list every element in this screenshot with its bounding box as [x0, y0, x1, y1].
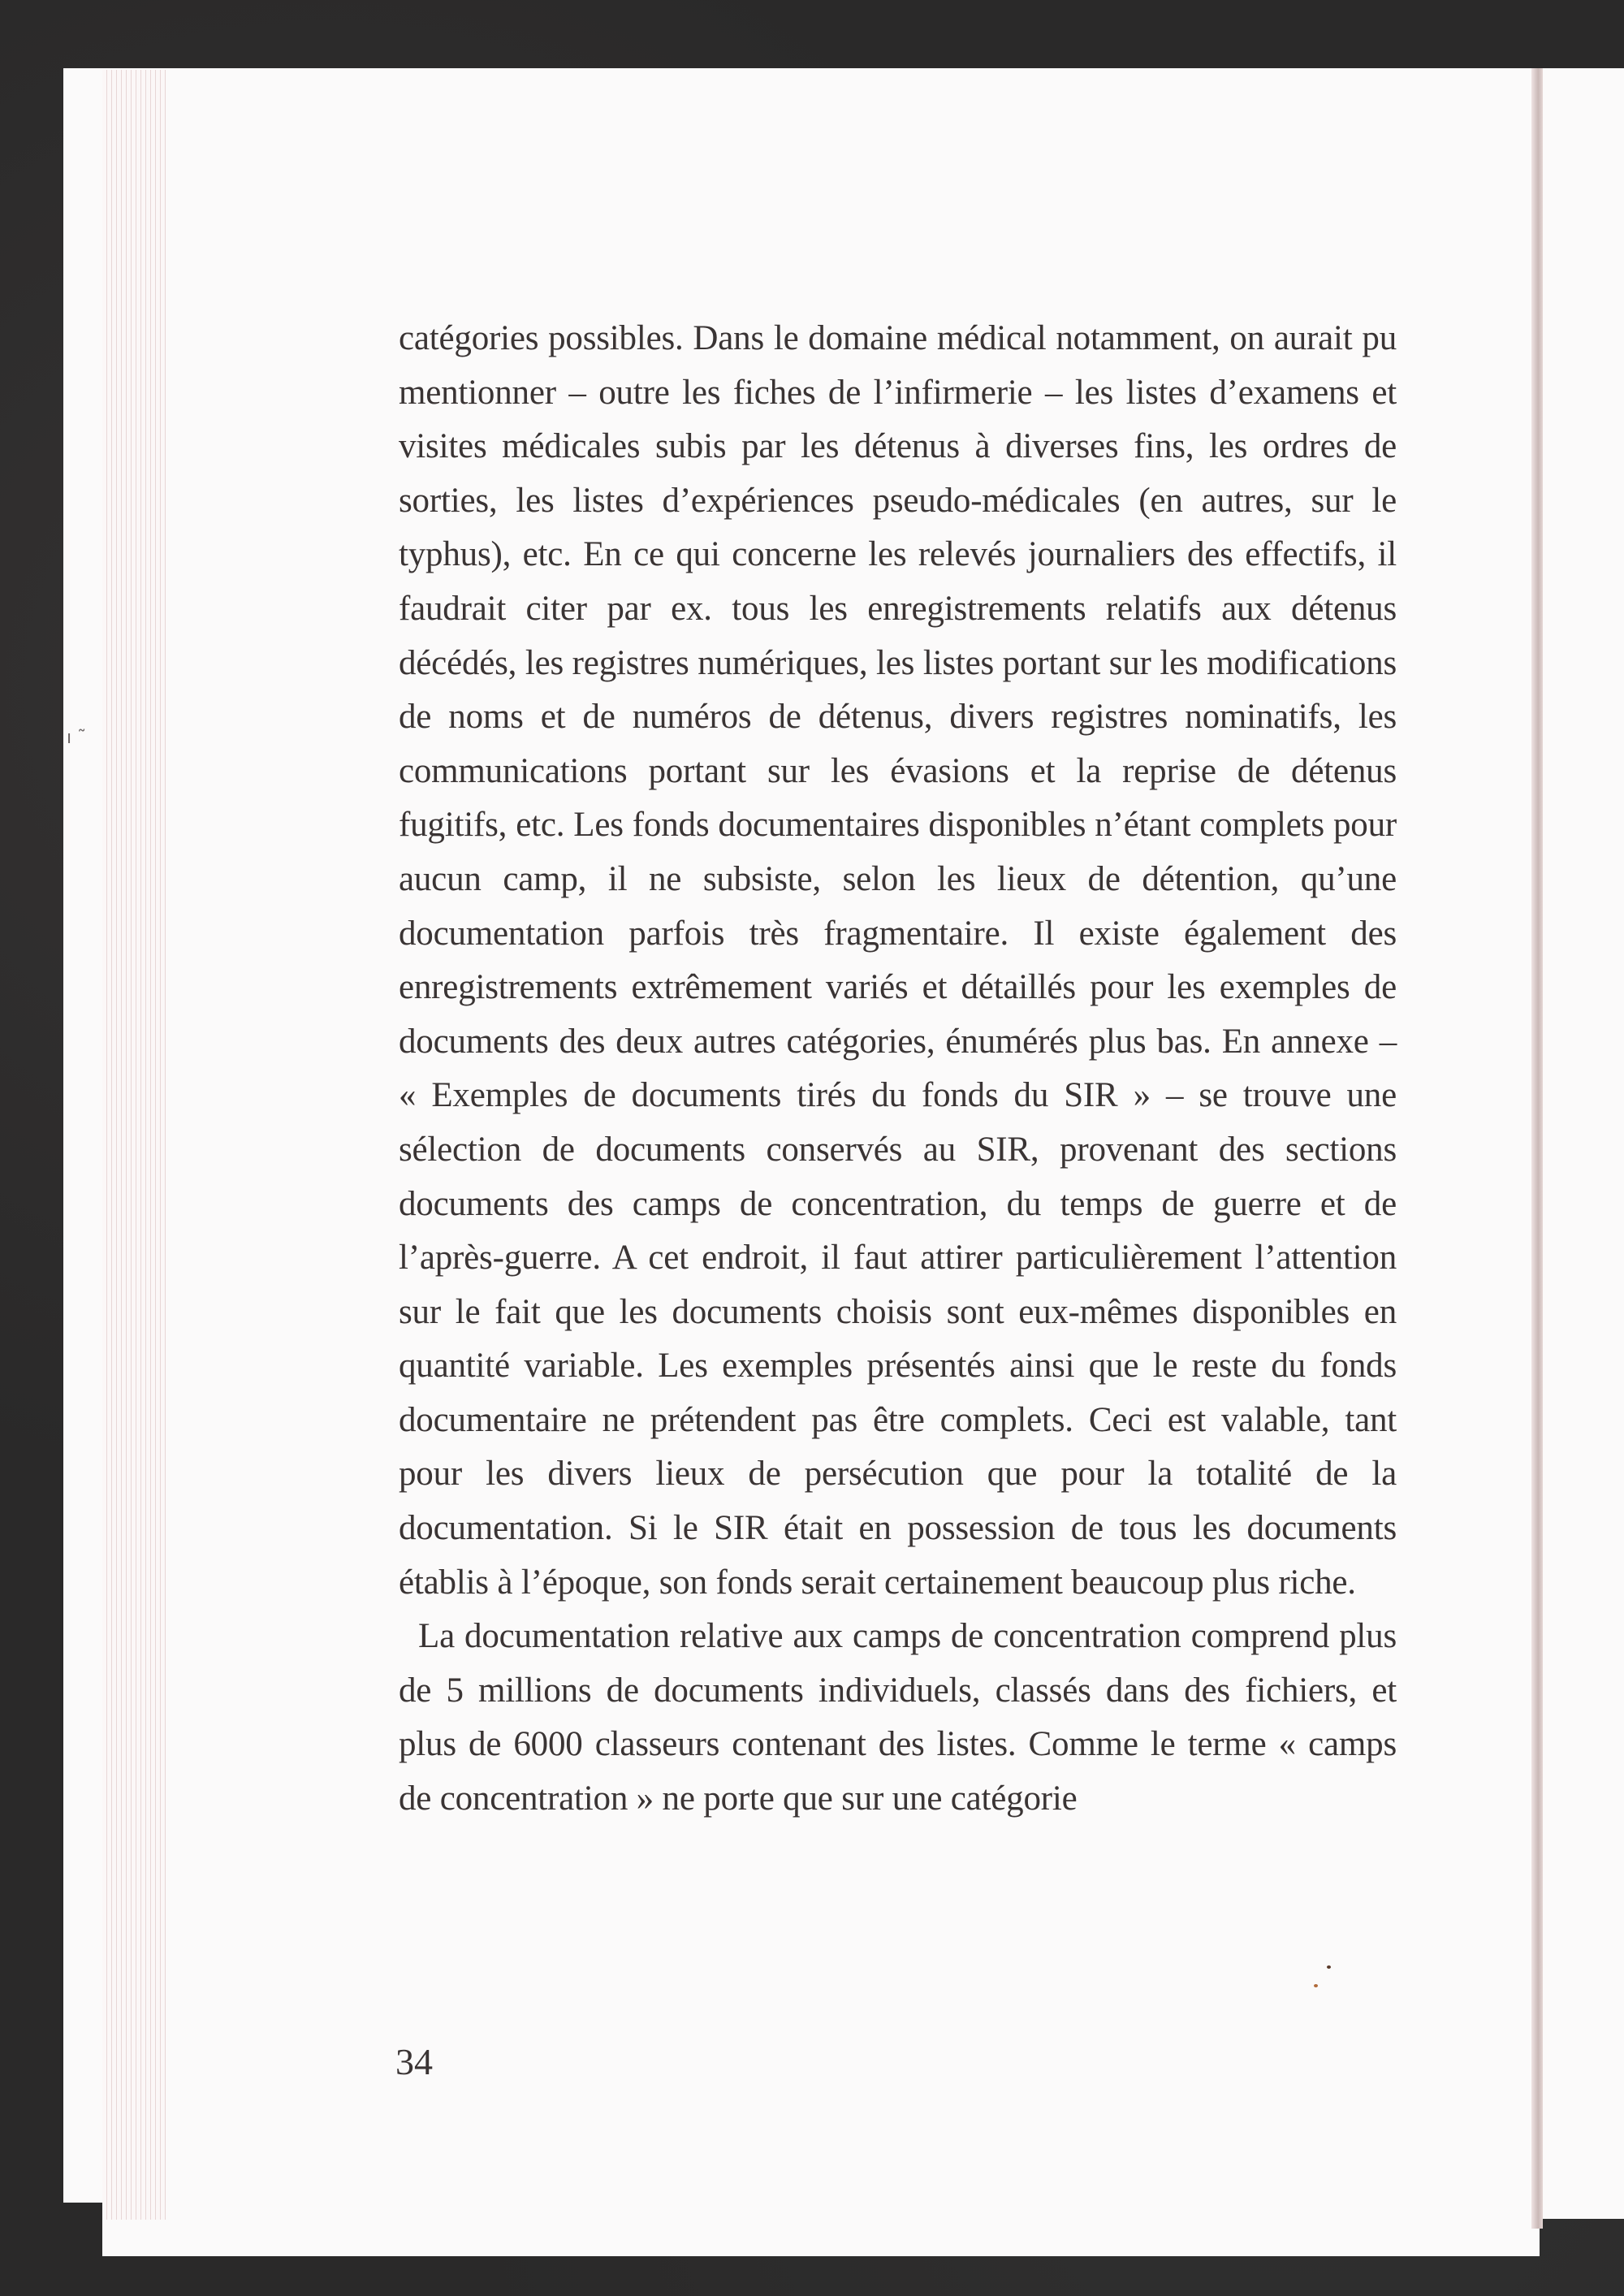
paper-speck — [1314, 1984, 1318, 1987]
page-corner-shadow — [63, 2203, 102, 2259]
paper-speck — [1327, 1965, 1331, 1969]
edge-mark: ı ˜ — [67, 728, 87, 748]
page-stack-edges — [102, 70, 166, 2220]
book-gutter — [1531, 68, 1543, 2229]
paragraph-1: catégories possibles. Dans le domaine médical notamment, on aurait pu mentionner – outre les fiches de l’infirmerie – les listes d’examens et visites médicales subis par les détenus à diverses fins, les ordres de sorties, les listes d’expériences pseudo-médicales (en autres, sur le typhus), etc. En ce qui concerne les relevés journaliers des effectifs, il faudrait citer par ex. tous les enregistrements relatifs aux détenus décédés, les registres numériques, les listes portant sur les modifications de noms et de numéros de détenus, divers registres nominatifs, les communications portant sur les évasions et la reprise de détenus fugitifs, etc. Les fonds documentaires disponibles n’étant complets pour aucun camp, il ne subsiste, selon les lieux de détention, qu’une documentation parfois très fragmentaire. Il existe également des enregistrements extrêmement variés et détaillés pour les exemples de documents des deux autres catégories, énumérés plus bas. En annexe – « Exemples de documents tirés du fonds du SIR » – se trouve une sélection de documents conservés au SIR, provenant des sections documents des camps de concentration, du temps de guerre et de l’après-guerre. A cet endroit, il faut attirer particulièrement l’attention sur le fait que les documents choisis sont eux-mêmes disponibles en quantité variable. Les exemples présentés ainsi que le reste du fonds documentaire ne prétendent pas être complets. Ceci est valable, tant pour les divers lieux de persécution que pour la totalité de la documentation. Si le SIR était en possession de tous les documents établis à l’époque, son fonds serait certainement beaucoup plus riche. — [399, 319, 1397, 1602]
facing-page-edge — [1543, 68, 1624, 2219]
body-text — [399, 312, 1397, 1827]
page-number: 34 — [395, 2041, 433, 2082]
paragraph-2: La documentation relative aux camps de concentration comprend plus de 5 millions de documents individuels, classés dans des fichiers, et plus de 6000 classeurs contenant des listes. Comme le terme « camps de concentration » ne porte que sur une catégorie — [399, 1617, 1397, 1818]
